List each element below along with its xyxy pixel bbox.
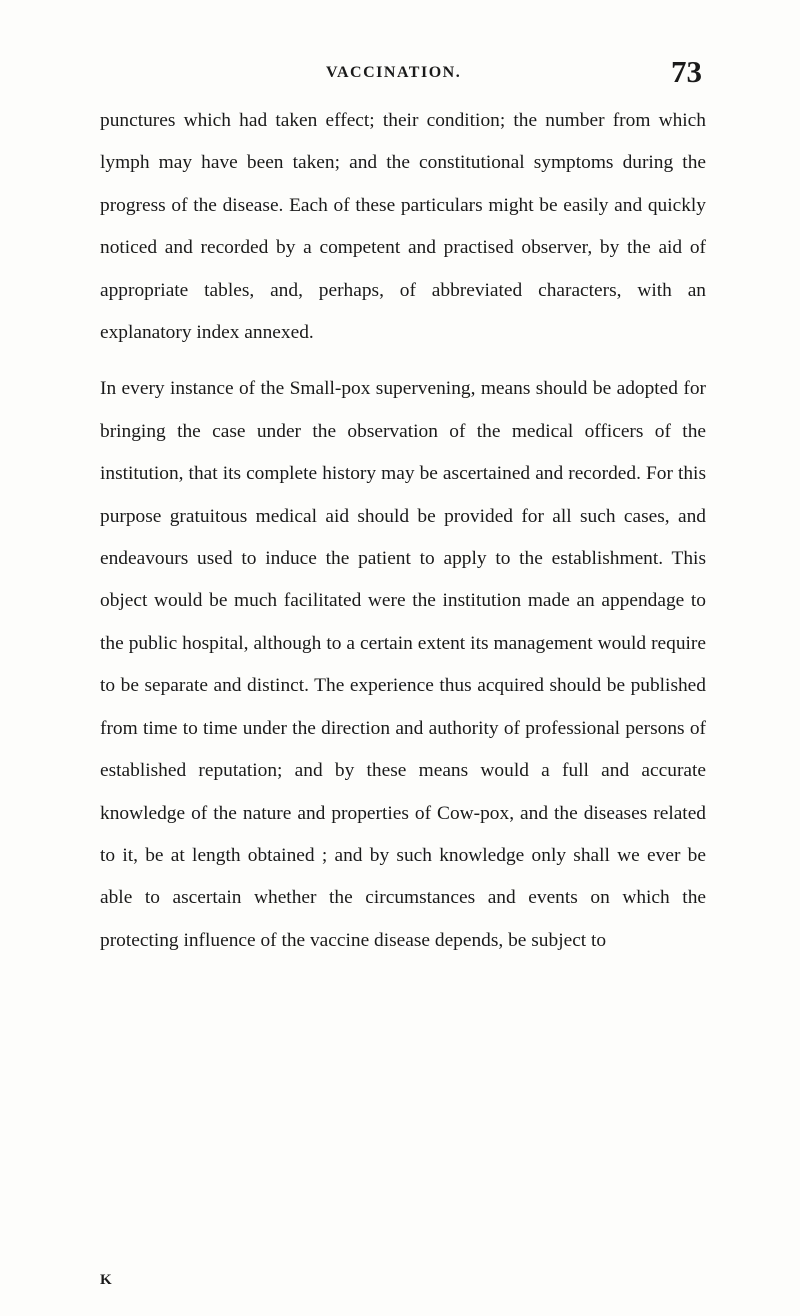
running-title: VACCINATION. (326, 64, 462, 81)
paragraph-2: In every instance of the Small-pox supervening, means should be adopted for bringing the case under the observation of the medical officers of the institution, that its complete history may be ascertained and recorded. For this purpose gratuitous medical aid should be provided for all such cases, and endeavours used to induce the patient to apply to the establishment. This object would be much facilitated were the institution made an appendage to the public hospital, although to a certain extent its management would require to be separate and distinct. The experience thus acquired should be published from time to time under the direction and authority of professional persons of established reputation; and by these means would a full and accurate knowledge of the nature and properties of Cow-pox, and the diseases related to it, be at length obtained ; and by such knowledge only shall we ever be able to ascertain whether the circumstances and events on which the protecting influence of the vaccine disease depends, be subject to (100, 378, 706, 951)
paragraph-1: punctures which had taken effect; their condition; the number from which lymph may have been taken; and the constitutional symptoms during the progress of the disease. Each of these particulars might be easily and quickly noticed and recorded by a competent and practised observer, by the aid of appropriate tables, and, perhaps, of abbreviated characters, with an explanatory index annexed. (100, 110, 706, 344)
signature-mark: K (100, 1272, 113, 1288)
running-head (94, 54, 714, 94)
page-number: 73 (671, 54, 702, 89)
body-text (100, 100, 706, 962)
